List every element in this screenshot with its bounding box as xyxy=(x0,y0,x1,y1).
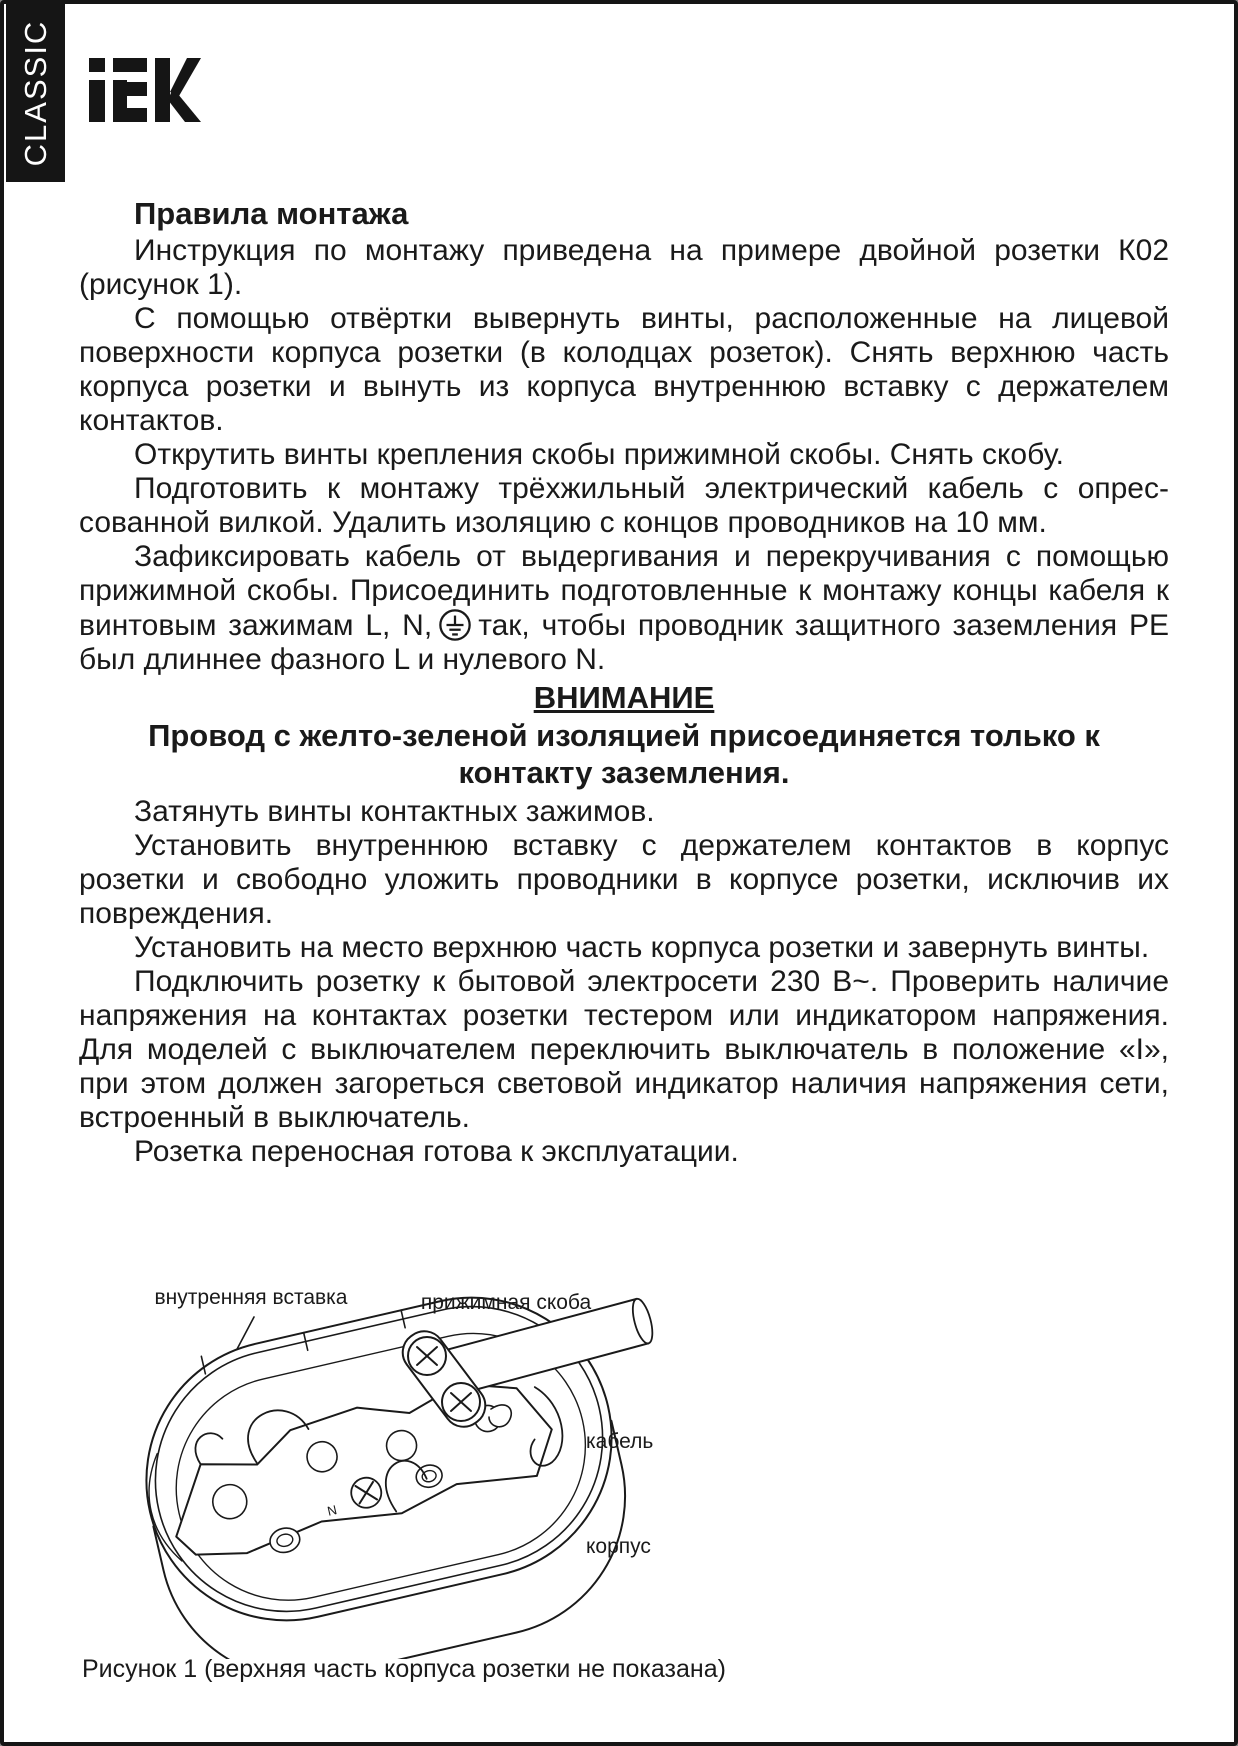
warning-title: ВНИМАНИЕ xyxy=(533,680,715,715)
figure-drawing xyxy=(79,1259,1179,1659)
label-body: корпус xyxy=(586,1535,651,1558)
earth-ground-icon xyxy=(438,608,472,642)
paragraph: С помощью отвёртки вывернуть винты, расположенные на лицевой поверхности корпуса розетки (в колодцах розеток). Снять верхнюю часть корпуса розетки и вынуть из корпуса внутреннюю вставку с держателем контактов. xyxy=(79,302,1169,437)
paragraph: Розетка переносная готова к эксплуатации. xyxy=(134,1135,739,1168)
label-clamp: прижимная скоба xyxy=(420,1291,592,1314)
instruction-text xyxy=(79,196,1169,1169)
paragraph-part: Зафиксировать кабель от выдергивания и перекручивания с помощью прижимной скобы. Присоединить подготовленные к монтажу концы кабеля к винтовым зажимам L, N, xyxy=(79,540,1169,642)
paragraph: Установить на место верхнюю часть корпуса розетки и завернуть винты. xyxy=(134,931,1150,964)
paragraph: Затянуть винты контактных зажимов. xyxy=(134,795,655,828)
paragraph: Открутить винты крепления скобы прижимной скобы. Снять скобу. xyxy=(134,438,1064,471)
warning-text: Провод с желто-зеленой изоляцией присоединяется только к контакту заземления. xyxy=(148,718,1100,790)
paragraph: Подготовить к монтажу трёхжильный электрический кабель с опрессованной вилкой. Удалить изоляцию с концов проводников на 10 мм. xyxy=(79,472,1169,539)
paragraph: Инструкция по монтажу приведена на примере двойной розетки К02 (рисунок 1). xyxy=(79,234,1169,301)
paragraph: Подключить розетку к бытовой электросети 230 В~. Проверить наличие напряжения на контактах розетки тестером или индикатором напряжения. Для моделей с выключателем переключить выключатель в положение «I», при этом должен загореться световой индикатор наличия напряжения сети, встроенный в выключатель. xyxy=(79,965,1169,1134)
paragraph-part: так, чтобы проводник защитного заземления РЕ был длиннее фазного L и нулевого N. xyxy=(79,609,1169,676)
section-heading: Правила монтажа xyxy=(134,196,409,231)
terminal-n-label: N xyxy=(325,1502,339,1519)
figure-caption: Рисунок 1 (верхняя часть корпуса розетки не показана) xyxy=(82,1655,726,1683)
label-cable: кабель xyxy=(586,1430,654,1453)
iek-logo xyxy=(89,58,201,122)
label-inner-insert: внутренняя вставка xyxy=(154,1286,348,1309)
series-tab xyxy=(6,4,65,182)
series-name: CLASSIC xyxy=(17,19,53,167)
paragraph xyxy=(79,540,1169,677)
paragraph: Установить внутреннюю вставку с держателем контактов в корпус розетки и свободно уложить проводники в корпусе розетки, исключив их повреждения. xyxy=(79,829,1169,930)
